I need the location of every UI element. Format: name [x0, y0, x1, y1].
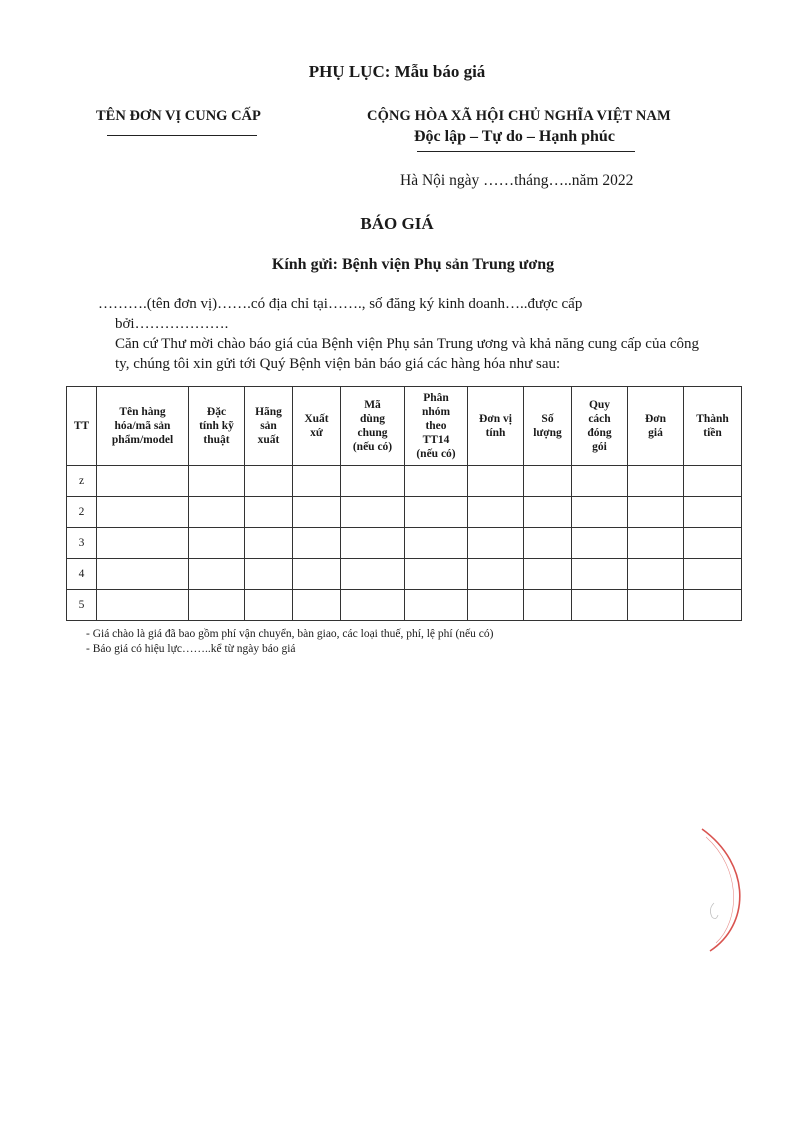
column-header-text: Đơn vị: [479, 413, 512, 425]
table-cell: [97, 528, 189, 559]
intro-line-2: bởi……………….: [115, 316, 229, 332]
table-cell: [572, 590, 628, 621]
note-validity: - Báo giá có hiệu lực……..kể từ ngày báo giá: [86, 643, 296, 655]
column-header-text: Thành: [696, 413, 729, 425]
table-cell: [293, 497, 341, 528]
column-header: [67, 387, 97, 466]
column-header: [524, 387, 572, 466]
table-cell: [468, 528, 524, 559]
column-header-text: Hãng: [255, 406, 282, 418]
column-header-text: theo: [425, 420, 447, 432]
column-header: [628, 387, 684, 466]
supplier-underline: [107, 135, 257, 136]
column-header-text: Số: [541, 413, 554, 425]
table-row: [67, 497, 742, 528]
column-header-text: TT14: [422, 434, 450, 446]
column-header-text: giá: [648, 427, 663, 439]
recipient-line: Kính gửi: Bệnh viện Phụ sản Trung ương: [271, 256, 555, 273]
table-cell: [468, 466, 524, 497]
table-cell: [405, 466, 468, 497]
column-header-text: Đặc: [206, 406, 227, 418]
table-cell: [684, 559, 742, 590]
column-header-text: Mã: [364, 399, 381, 411]
table-cell: [189, 559, 245, 590]
column-header-text: tính kỹ: [199, 420, 234, 432]
column-header-text: xứ: [310, 427, 323, 439]
column-header-text: xuất: [257, 434, 280, 446]
column-header-text: Xuất: [304, 413, 329, 425]
column-header-text: chung: [357, 427, 388, 439]
column-header-text: sản: [260, 420, 277, 432]
column-header-text: nhóm: [421, 406, 451, 418]
table-cell: [245, 590, 293, 621]
document-title: BÁO GIÁ: [360, 214, 434, 233]
column-header: [189, 387, 245, 466]
table-cell: [341, 590, 405, 621]
column-header-text: dùng: [360, 413, 385, 425]
table-row: [67, 559, 742, 590]
column-header: [684, 387, 742, 466]
table-cell: [405, 559, 468, 590]
column-header-text: gói: [592, 441, 607, 453]
table-cell: [405, 497, 468, 528]
table-cell: [572, 528, 628, 559]
note-price-inclusion: - Giá chào là giá đã bao gồm phí vận chuyển, bàn giao, các loại thuế, phí, lệ phí (nếu có): [86, 628, 494, 640]
column-header-text: (nếu có): [416, 448, 456, 460]
column-header-text: lượng: [533, 427, 562, 439]
row-number: 2: [67, 497, 97, 528]
table-header-row: [67, 387, 742, 466]
table-cell: [405, 590, 468, 621]
table-cell: [524, 528, 572, 559]
row-number: 5: [67, 590, 97, 621]
appendix-title: PHỤ LỤC: Mẫu báo giá: [308, 62, 486, 81]
table-cell: [341, 528, 405, 559]
column-header-text: Đơn: [644, 413, 667, 425]
table-cell: [468, 497, 524, 528]
table-cell: [524, 466, 572, 497]
column-header: [245, 387, 293, 466]
table-cell: [97, 466, 189, 497]
date-line: Hà Nội ngày ……tháng…..năm 2022: [400, 172, 634, 189]
motto-underline: [417, 151, 635, 152]
table-cell: [293, 466, 341, 497]
table-cell: [189, 466, 245, 497]
column-header-text: Tên hàng: [119, 406, 166, 418]
intro-line-3: Căn cứ Thư mời chào báo giá của Bệnh viện Phụ sản Trung ương và khả năng cung cấp của công: [115, 336, 700, 352]
column-header-text: tính: [485, 427, 506, 439]
table-cell: [628, 528, 684, 559]
intro-line-1: ……….(tên đơn vị)…….có địa chỉ tại……., số đăng ký kinh doanh…..được cấp: [98, 296, 583, 312]
table-cell: [684, 590, 742, 621]
table-cell: [628, 466, 684, 497]
republic-heading: CỘNG HÒA XÃ HỘI CHỦ NGHĨA VIỆT NAM: [367, 108, 671, 124]
row-number: 3: [67, 528, 97, 559]
table-row: [67, 528, 742, 559]
table-cell: [189, 528, 245, 559]
column-header: [341, 387, 405, 466]
table-cell: [572, 559, 628, 590]
table-cell: [341, 559, 405, 590]
table-cell: [572, 466, 628, 497]
table-cell: [524, 497, 572, 528]
table-cell: [524, 590, 572, 621]
column-header-text: thuật: [203, 434, 230, 446]
row-number: 4: [67, 559, 97, 590]
table-cell: [468, 590, 524, 621]
table-cell: [684, 528, 742, 559]
table-cell: [97, 559, 189, 590]
column-header-text: hóa/mã sản: [114, 420, 171, 432]
column-header-text: (nếu có): [352, 441, 393, 453]
table-cell: [341, 497, 405, 528]
table-cell: [628, 497, 684, 528]
table-cell: [628, 559, 684, 590]
quotation-table: [66, 386, 742, 621]
table-cell: [245, 497, 293, 528]
table-cell: [341, 466, 405, 497]
table-cell: [684, 497, 742, 528]
table-cell: [572, 497, 628, 528]
table-cell: [245, 528, 293, 559]
table-cell: [293, 528, 341, 559]
supplier-label: TÊN ĐƠN VỊ CUNG CẤP: [96, 108, 261, 124]
table-cell: [293, 590, 341, 621]
table-row: [67, 590, 742, 621]
column-header-text: Phân: [423, 392, 449, 404]
table-cell: [405, 528, 468, 559]
column-header-text: phẩm/model: [111, 434, 174, 446]
table-cell: [189, 497, 245, 528]
intro-line-4: ty, chúng tôi xin gửi tới Quý Bệnh viện bản báo giá các hàng hóa như sau:: [115, 356, 561, 372]
table-cell: [684, 466, 742, 497]
column-header-text: Quy: [588, 399, 611, 411]
column-header: [468, 387, 524, 466]
national-motto: Độc lập – Tự do – Hạnh phúc: [414, 128, 615, 145]
row-number: z: [67, 466, 97, 497]
table-cell: [468, 559, 524, 590]
table-cell: [293, 559, 341, 590]
column-header: [405, 387, 468, 466]
stamp-mark-icon: [690, 825, 750, 955]
column-header: [572, 387, 628, 466]
table-cell: [628, 590, 684, 621]
table-cell: [97, 497, 189, 528]
column-header: [97, 387, 189, 466]
table-row: [67, 466, 742, 497]
table-cell: [189, 590, 245, 621]
column-header-text: cách: [588, 413, 611, 425]
table-cell: [245, 559, 293, 590]
column-header: [293, 387, 341, 466]
table-cell: [245, 466, 293, 497]
table-cell: [97, 590, 189, 621]
column-header-text: tiền: [703, 427, 722, 439]
column-header-text: đóng: [587, 427, 612, 439]
column-header-text: TT: [73, 420, 90, 432]
table-cell: [524, 559, 572, 590]
